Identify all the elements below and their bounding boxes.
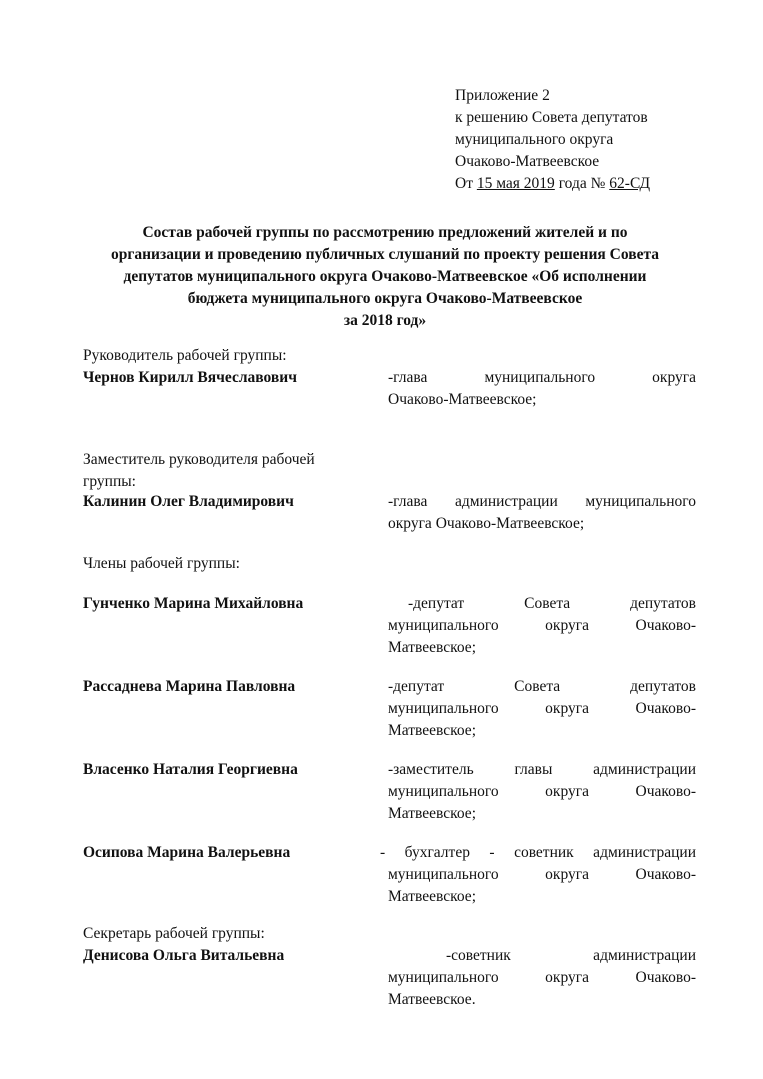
title-line-3: депутатов муниципального округа Очаково-Матвеевское «Об исполнении (123, 268, 647, 285)
decision-date: 15 мая 2019 (476, 175, 555, 192)
appendix-block (455, 85, 650, 195)
member-role-line-2: муниципального округа Очаково- (388, 783, 696, 800)
date-prefix: От (455, 175, 477, 192)
member-role (388, 676, 696, 742)
member-role-line-2: муниципального округа Очаково- (388, 700, 696, 717)
title-line-4: бюджета муниципального округа Очаково-Матвеевское (187, 290, 583, 307)
appendix-line-3: муниципального округа (455, 131, 614, 148)
member-role-line-1: -депутат Совета депутатов (388, 678, 696, 695)
secretary-name: Денисова Ольга Витальевна (83, 947, 285, 964)
member-name: Гунченко Марина Михайловна (83, 595, 304, 612)
appendix-line-4: Очаково-Матвеевское (455, 153, 600, 170)
section-deputy (83, 449, 315, 493)
secretary-role-line-1: -советник администрации (446, 947, 696, 964)
title-line-5: за 2018 год» (343, 312, 427, 329)
member-name: Власенко Наталия Георгиевна (83, 761, 298, 778)
leader-role (388, 367, 696, 411)
member-role-line-3: Матвеевское; (388, 888, 476, 905)
secretary-role-line-3: Матвеевское. (388, 991, 476, 1008)
section-deputy-line-2: группы: (83, 473, 136, 490)
date-mid: года № (554, 175, 610, 192)
title-line-1: Состав рабочей группы по рассмотрению предложений жителей и по (142, 224, 628, 241)
section-leader: Руководитель рабочей группы: (83, 347, 287, 364)
secretary-role (388, 945, 696, 1011)
section-members: Члены рабочей группы: (83, 555, 240, 572)
leader-name: Чернов Кирилл Вячеславович (83, 369, 297, 386)
secretary-role-line-2: муниципального округа Очаково- (388, 969, 696, 986)
member-name: Рассаднева Марина Павловна (83, 678, 296, 695)
member-role (380, 842, 696, 908)
member-role-line-1: - бухгалтер - советник администрации (380, 844, 696, 861)
member-name: Осипова Марина Валерьевна (83, 844, 291, 861)
member-role-line-1: -заместитель главы администрации (388, 761, 696, 778)
member-role-line-3: Матвеевское; (388, 722, 476, 739)
member-role-line-3: Матвеевское; (388, 805, 476, 822)
leader-role-line-1: -глава муниципального округа (388, 369, 696, 386)
deputy-name: Калинин Олег Владимирович (83, 493, 294, 510)
appendix-line-1: Приложение 2 (455, 87, 550, 104)
section-secretary: Секретарь рабочей группы: (83, 925, 265, 942)
title-line-2: организации и проведению публичных слушаний по проекту решения Совета (110, 246, 660, 263)
deputy-role-line-1: -глава администрации муниципального (388, 493, 696, 510)
appendix-line-2: к решению Совета депутатов (455, 109, 648, 126)
leader-role-line-2: Очаково-Матвеевское; (388, 391, 537, 408)
member-role (388, 759, 696, 825)
member-role-line-3: Матвеевское; (388, 639, 476, 656)
member-role-line-1: -депутат Совета депутатов (408, 595, 696, 612)
document-title (70, 222, 700, 332)
appendix-date-line (455, 173, 650, 195)
member-role (388, 593, 696, 659)
deputy-role (388, 491, 696, 535)
member-role-line-2: муниципального округа Очаково- (388, 866, 696, 883)
deputy-role-line-2: округа Очаково-Матвеевское; (388, 515, 585, 532)
section-deputy-line-1: Заместитель руководителя рабочей (83, 451, 315, 468)
member-role-line-2: муниципального округа Очаково- (388, 617, 696, 634)
decision-number: 62-СД (609, 175, 651, 192)
